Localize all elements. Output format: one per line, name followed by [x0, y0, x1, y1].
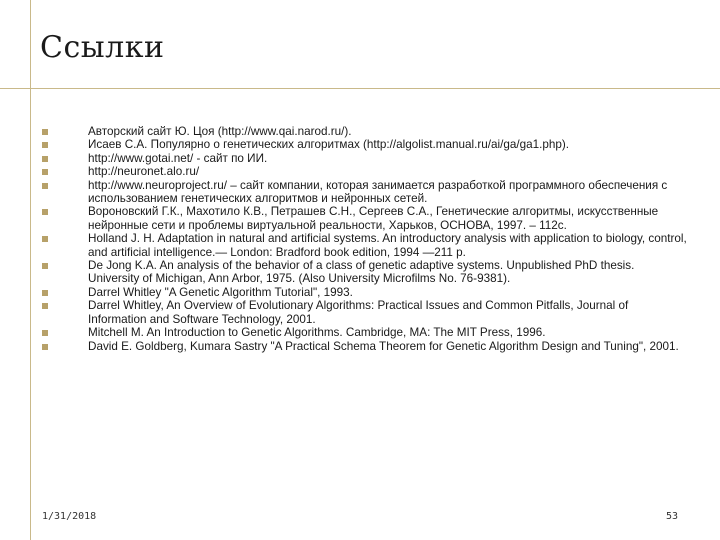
- reference-item: [42, 138, 687, 151]
- square-bullet-icon: [42, 156, 48, 162]
- square-bullet-icon: [42, 129, 48, 135]
- reference-list: [42, 125, 687, 353]
- reference-item: [42, 152, 687, 165]
- reference-item: [42, 125, 687, 138]
- square-bullet-icon: [42, 236, 48, 242]
- square-bullet-icon: [42, 209, 48, 215]
- reference-item: [42, 340, 687, 353]
- reference-item: [42, 326, 687, 339]
- reference-item: [42, 205, 687, 232]
- reference-item: [42, 179, 687, 206]
- frame-horizontal-line: [0, 88, 720, 89]
- page-number: 53: [665, 511, 678, 522]
- reference-text: David E. Goldberg, Kumara Sastry "A Practical Schema Theorem for Genetic Algorithm Design and Tuning", 2001.: [88, 339, 679, 353]
- reference-text: Mitchell M. An Introduction to Genetic Algorithms. Cambridge, MA: The MIT Press, 1996.: [88, 326, 546, 340]
- slide-title: Ссылки: [40, 30, 165, 65]
- square-bullet-icon: [42, 290, 48, 296]
- reference-text: http://www.gotai.net/ - сайт по ИИ.: [88, 151, 268, 165]
- reference-text: Исаев С.А. Популярно о генетических алгоритмах (http://algolist.manual.ru/ai/ga/ga1.php).: [88, 138, 569, 152]
- frame-vertical-line: [30, 0, 31, 540]
- reference-item: [42, 259, 687, 286]
- reference-text: http://neuronet.alo.ru/: [88, 165, 200, 179]
- reference-item: [42, 299, 687, 326]
- square-bullet-icon: [42, 330, 48, 336]
- footer-date: 1/31/2018: [42, 511, 97, 522]
- reference-item: [42, 165, 687, 178]
- reference-item: [42, 286, 687, 299]
- square-bullet-icon: [42, 263, 48, 269]
- square-bullet-icon: [42, 344, 48, 350]
- square-bullet-icon: [42, 169, 48, 175]
- reference-text: Holland J. H. Adaptation in natural and artificial systems. An introductory analysis with application to biology, control, and artificial intelligence.— London: Bradford book edition, 1994 —211 p.: [88, 232, 687, 259]
- reference-text: Darrel Whitley "A Genetic Algorithm Tutorial", 1993.: [88, 285, 353, 299]
- square-bullet-icon: [42, 142, 48, 148]
- square-bullet-icon: [42, 303, 48, 309]
- reference-text: http://www.neuroproject.ru/ – сайт компании, которая занимается разработкой программного обеспечения с использованием генетических алгоритмов и нейронных сетей.: [88, 178, 668, 206]
- reference-text: Вороновский Г.К., Махотило К.В., Петрашев С.Н., Сергеев С.А., Генетические алгоритмы, искусственные нейронные сети и проблемы виртуальной реальности, Харьков, ОСНОВА, 1997. – 112с.: [88, 205, 659, 232]
- reference-text: Darrel Whitley, An Overview of Evolutionary Algorithms: Practical Issues and Common Pitfalls, Journal of Information and Software Technology, 2001.: [88, 299, 629, 326]
- reference-item: [42, 232, 687, 259]
- reference-text: De Jong K.A. An analysis of the behavior of a class of genetic adaptive systems. Unpublished PhD thesis. University of Michigan, Ann Arbor, 1975. (Also University Microfilms No. 76-9381).: [88, 259, 635, 286]
- reference-text: Авторский сайт Ю. Цоя (http://www.qai.narod.ru/).: [88, 125, 352, 138]
- square-bullet-icon: [42, 183, 48, 189]
